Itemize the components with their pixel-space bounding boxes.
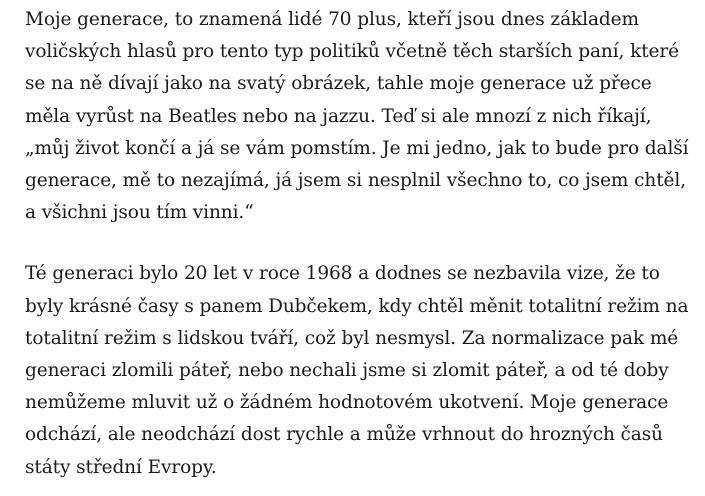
article-body	[25, 4, 697, 484]
article-paragraph-1: Moje generace, to znamená lidé 70 plus, kteří jsou dnes základem voličských hlasů pro tento typ politiků včetně těch starších paní, které se na ně dívají jako na svatý obrázek, tahle moje generace už přece měla vyrůst na Beatles nebo na jazzu. Teď si ale mnozí z nich říkají, „můj život končí a já se vám pomstím. Je mi jedno, jak to bude pro další generace, mě to nezajímá, já jsem si nesplnil všechno to, co jsem chtěl, a všichni jsou tím vinni.“	[25, 9, 689, 224]
article-paragraph-2: Té generaci bylo 20 let v roce 1968 a dodnes se nezbavila vize, že to byly krásné časy s panem Dubčekem, kdy chtěl měnit totalitní režim na totalitní režim s lidskou tváří, což byl nesmysl. Za normalizace pak mé generaci zlomili páteř, nebo nechali jsme si zlomit páteř, a od té doby nemůžeme mluvit už o žádném hodnotovém ukotvení. Moje generace odchází, ale neodchází dost rychle a může vrhnout do hrozných časů státy střední Evropy.	[25, 263, 689, 478]
